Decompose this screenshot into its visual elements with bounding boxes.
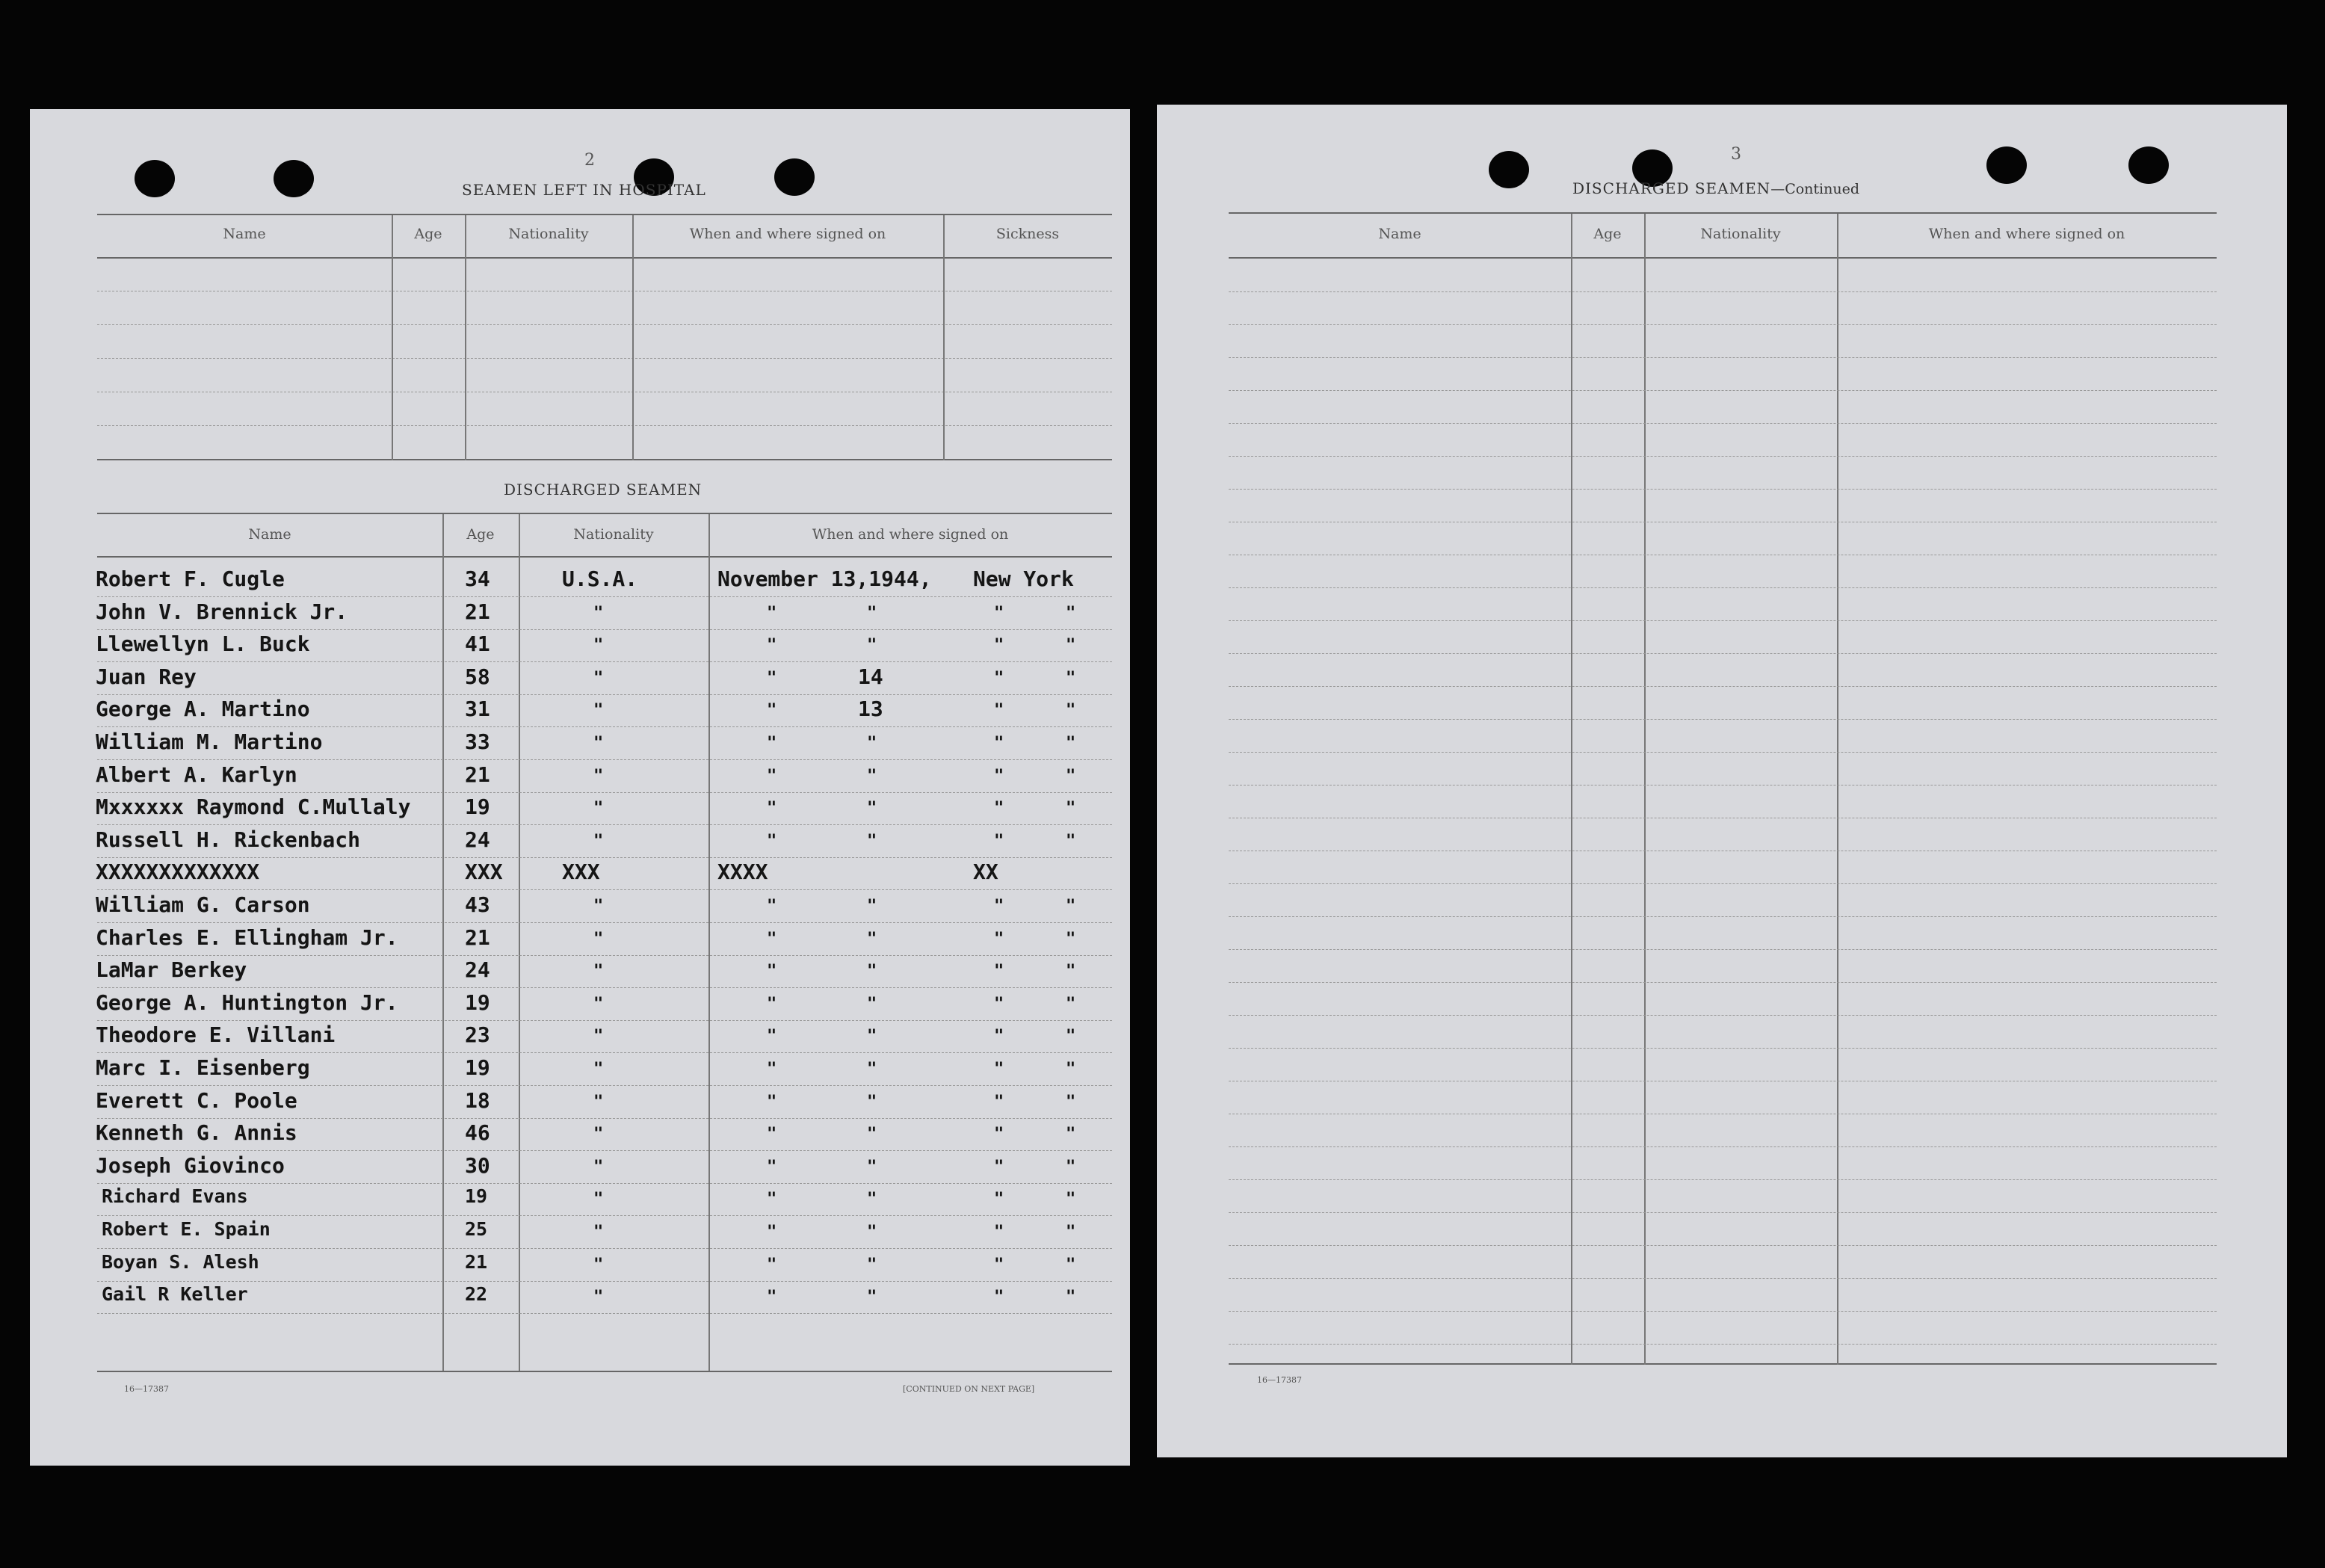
ditto-mark: "	[994, 1125, 1004, 1143]
punch-hole	[2128, 146, 2169, 184]
ditto-mark: "	[593, 734, 604, 753]
seaman-name: Albert A. Karlyn	[96, 762, 297, 787]
row-rule	[1229, 357, 2217, 358]
punch-hole	[774, 158, 815, 196]
ditto-mark: "	[593, 799, 604, 818]
row-rule	[97, 987, 1112, 988]
ditto-mark: "	[867, 1288, 877, 1306]
page-number: 2	[584, 151, 595, 170]
seaman-name: Boyan S. Alesh	[102, 1251, 259, 1273]
row-rule	[97, 1118, 1112, 1119]
ditto-mark: "	[1066, 1190, 1076, 1209]
column-header-sickness: Sickness	[995, 226, 1060, 242]
row-rule	[97, 1313, 1112, 1314]
seaman-age: 33	[465, 729, 490, 754]
ditto-mark: "	[994, 767, 1004, 785]
signed-on-date: November 13,1944,	[717, 567, 932, 591]
row-rule	[97, 694, 1112, 695]
ditto-mark: "	[593, 701, 604, 720]
table-rule	[97, 214, 1112, 215]
seaman-name: Everett C. Poole	[96, 1088, 297, 1113]
seaman-age: 21	[465, 599, 490, 624]
ditto-mark: "	[593, 962, 604, 981]
row-rule	[97, 629, 1112, 630]
row-rule	[1229, 916, 2217, 917]
seaman-name: Robert F. Cugle	[96, 567, 285, 591]
ditto-mark: "	[994, 995, 1004, 1013]
seaman-name: William M. Martino	[96, 729, 323, 754]
column-header-signed-on: When and where signed on	[1928, 226, 2125, 242]
ditto-mark: "	[994, 1288, 1004, 1306]
left-page	[30, 109, 1130, 1466]
table-rule	[97, 1371, 1112, 1372]
row-rule	[97, 759, 1112, 760]
ditto-mark: "	[994, 1223, 1004, 1241]
ditto-mark: "	[1066, 832, 1076, 851]
column-divider	[442, 514, 444, 1371]
ditto-mark: "	[994, 669, 1004, 688]
ditto-mark: "	[994, 734, 1004, 753]
seaman-name: LaMar Berkey	[96, 957, 247, 982]
form-number: 16—17387	[1257, 1375, 1302, 1385]
row-rule	[1229, 1278, 2217, 1279]
ditto-mark: "	[867, 832, 877, 851]
seaman-age: 21	[465, 925, 490, 950]
column-divider	[519, 514, 520, 1371]
row-rule	[1229, 620, 2217, 621]
ditto-mark: "	[867, 995, 877, 1013]
ditto-mark: "	[1066, 636, 1076, 655]
seaman-age: 19	[465, 1185, 488, 1207]
column-header-nationality: Nationality	[508, 226, 589, 242]
ditto-mark: "	[1066, 1125, 1076, 1143]
seaman-name: Charles E. Ellingham Jr.	[96, 925, 398, 950]
ditto-mark: "	[867, 1158, 877, 1176]
ditto-mark: "	[593, 832, 604, 851]
seaman-name: Theodore E. Villani	[96, 1022, 336, 1047]
ditto-mark: "	[593, 930, 604, 948]
ditto-mark: "	[867, 1093, 877, 1111]
ditto-mark: "	[767, 897, 777, 916]
title-suffix: —Continued	[1770, 181, 1859, 197]
row-rule	[97, 661, 1112, 662]
ditto-mark: "	[593, 1223, 604, 1241]
ditto-mark: "	[767, 799, 777, 818]
ditto-mark: "	[593, 1027, 604, 1046]
row-rule	[1229, 982, 2217, 983]
hospital-section-title: SEAMEN LEFT IN HOSPITAL	[462, 181, 706, 199]
seaman-age: 24	[465, 957, 490, 982]
ditto-mark: "	[767, 1027, 777, 1046]
row-rule	[97, 889, 1112, 890]
row-rule	[97, 596, 1112, 597]
seaman-name: George A. Huntington Jr.	[96, 990, 398, 1015]
column-divider	[465, 215, 466, 460]
ditto-mark: "	[767, 1060, 777, 1078]
punch-hole	[274, 160, 314, 197]
seaman-age: 41	[465, 632, 490, 656]
row-rule	[97, 1150, 1112, 1151]
ditto-mark: "	[1066, 767, 1076, 785]
column-divider	[632, 215, 634, 460]
ditto-mark: "	[593, 995, 604, 1013]
ditto-mark: "	[994, 832, 1004, 851]
table-rule	[1229, 257, 2217, 259]
ditto-mark: "	[767, 832, 777, 851]
discharged-section-title: DISCHARGED SEAMEN	[504, 481, 703, 499]
seaman-name: Joseph Giovinco	[96, 1153, 285, 1178]
seaman-age: 58	[465, 664, 490, 689]
ditto-mark: "	[767, 1093, 777, 1111]
ditto-mark: "	[593, 1060, 604, 1078]
table-rule	[97, 513, 1112, 514]
seaman-age: XXX	[465, 859, 503, 884]
ditto-mark: "	[1066, 897, 1076, 916]
ditto-mark: "	[1066, 734, 1076, 753]
ditto-mark: "	[867, 1125, 877, 1143]
ditto-mark: "	[767, 636, 777, 655]
column-divider	[1571, 214, 1572, 1365]
ditto-mark: "	[1066, 1256, 1076, 1274]
row-rule	[1229, 1311, 2217, 1312]
ditto-mark: "	[994, 636, 1004, 655]
column-divider	[943, 215, 945, 460]
seaman-name: Kenneth G. Annis	[96, 1120, 297, 1145]
table-rule	[97, 425, 1112, 426]
ditto-mark: "	[994, 1027, 1004, 1046]
ditto-mark: "	[767, 930, 777, 948]
row-rule	[1229, 489, 2217, 490]
ditto-mark: "	[1066, 1027, 1076, 1046]
row-rule	[1229, 752, 2217, 753]
ditto-mark: "	[867, 767, 877, 785]
ditto-mark: "	[767, 701, 777, 720]
seaman-name: Juan Rey	[96, 664, 197, 689]
ditto-mark: "	[867, 1060, 877, 1078]
signed-on-day: 14	[858, 664, 883, 689]
seaman-name: XXXXXXXXXXXXX	[96, 859, 260, 884]
ditto-mark: "	[593, 636, 604, 655]
ditto-mark: "	[1066, 995, 1076, 1013]
ditto-mark: "	[593, 767, 604, 785]
row-rule	[1229, 1344, 2217, 1345]
row-rule	[97, 1052, 1112, 1053]
ditto-mark: "	[767, 1190, 777, 1209]
ditto-mark: "	[1066, 1060, 1076, 1078]
row-rule	[1229, 1048, 2217, 1049]
ditto-mark: "	[867, 962, 877, 981]
row-rule	[97, 1281, 1112, 1282]
ditto-mark: "	[593, 897, 604, 916]
ditto-mark: "	[767, 1288, 777, 1306]
row-rule	[1229, 1245, 2217, 1246]
row-rule	[1229, 1179, 2217, 1180]
signed-on-place: New York	[973, 567, 1074, 591]
seaman-nationality: U.S.A.	[562, 567, 638, 591]
ditto-mark: "	[867, 636, 877, 655]
row-rule	[97, 857, 1112, 858]
ditto-mark: "	[767, 604, 777, 623]
seaman-name: Mxxxxxx Raymond C.Mullaly	[96, 794, 411, 819]
seaman-age: 21	[465, 1251, 488, 1273]
discharged-continued-title	[1572, 179, 1859, 197]
ditto-mark: "	[767, 734, 777, 753]
ditto-mark: "	[767, 995, 777, 1013]
seaman-name: Llewellyn L. Buck	[96, 632, 310, 656]
ditto-mark: "	[867, 1256, 877, 1274]
seaman-age: 22	[465, 1283, 488, 1305]
seaman-age: 43	[465, 892, 490, 917]
ditto-mark: "	[1066, 930, 1076, 948]
ditto-mark: "	[593, 1256, 604, 1274]
ditto-mark: "	[593, 1190, 604, 1209]
column-header-name: Name	[223, 226, 266, 242]
column-header-age: Age	[414, 226, 442, 242]
row-rule	[97, 1248, 1112, 1249]
column-divider	[708, 514, 710, 1371]
seaman-name: Robert E. Spain	[102, 1218, 271, 1240]
ditto-mark: "	[1066, 1223, 1076, 1241]
ditto-mark: "	[994, 1093, 1004, 1111]
ditto-mark: "	[867, 734, 877, 753]
table-rule	[1229, 1363, 2217, 1365]
seaman-age: 30	[465, 1153, 490, 1178]
ditto-mark: "	[994, 1060, 1004, 1078]
ditto-mark: "	[867, 799, 877, 818]
row-rule	[1229, 653, 2217, 654]
row-rule	[97, 1215, 1112, 1216]
punch-hole	[1986, 146, 2027, 184]
row-rule	[1229, 587, 2217, 588]
table-rule	[97, 358, 1112, 359]
table-rule	[1229, 212, 2217, 214]
table-rule	[97, 257, 1112, 259]
seaman-age: 18	[465, 1088, 490, 1113]
title-text: DISCHARGED SEAMEN	[1572, 179, 1771, 197]
seaman-name: John V. Brennick Jr.	[96, 599, 348, 624]
row-rule	[97, 955, 1112, 956]
seaman-age: 23	[465, 1022, 490, 1047]
ditto-mark: "	[767, 1223, 777, 1241]
seaman-name: Russell H. Rickenbach	[96, 827, 361, 852]
ditto-mark: "	[1066, 1158, 1076, 1176]
column-divider	[392, 215, 393, 460]
row-rule	[97, 824, 1112, 825]
column-divider	[1644, 214, 1646, 1365]
form-number: 16—17387	[124, 1384, 169, 1394]
ditto-mark: "	[994, 897, 1004, 916]
column-header-age: Age	[1593, 226, 1622, 242]
ditto-mark: "	[867, 1223, 877, 1241]
ditto-mark: "	[867, 930, 877, 948]
row-rule	[1229, 719, 2217, 720]
signed-on-date: XXXX	[717, 859, 768, 884]
ditto-mark: "	[593, 1158, 604, 1176]
ditto-mark: "	[1066, 669, 1076, 688]
ditto-mark: "	[767, 1158, 777, 1176]
column-header-name: Name	[248, 526, 291, 543]
signed-on-day: 13	[858, 697, 883, 721]
ditto-mark: "	[593, 604, 604, 623]
row-rule	[97, 1183, 1112, 1184]
ditto-mark: "	[1066, 1093, 1076, 1111]
row-rule	[1229, 1015, 2217, 1016]
ditto-mark: "	[767, 669, 777, 688]
seaman-age: 34	[465, 567, 490, 591]
ditto-mark: "	[994, 1190, 1004, 1209]
seaman-age: 24	[465, 827, 490, 852]
table-rule	[97, 324, 1112, 325]
seaman-nationality: XXX	[562, 859, 600, 884]
seaman-age: 19	[465, 990, 490, 1015]
ditto-mark: "	[994, 1158, 1004, 1176]
column-header-signed-on: When and where signed on	[689, 226, 886, 242]
ditto-mark: "	[1066, 799, 1076, 818]
ditto-mark: "	[994, 930, 1004, 948]
column-header-nationality: Nationality	[573, 526, 654, 543]
continued-note: [CONTINUED ON NEXT PAGE]	[903, 1384, 1035, 1394]
ditto-mark: "	[593, 669, 604, 688]
seaman-name: Marc I. Eisenberg	[96, 1055, 310, 1080]
ditto-mark: "	[593, 1288, 604, 1306]
ditto-mark: "	[767, 1256, 777, 1274]
row-rule	[1229, 949, 2217, 950]
ditto-mark: "	[994, 799, 1004, 818]
ditto-mark: "	[867, 1027, 877, 1046]
ditto-mark: "	[994, 701, 1004, 720]
ditto-mark: "	[1066, 701, 1076, 720]
ditto-mark: "	[867, 897, 877, 916]
row-rule	[1229, 1146, 2217, 1147]
table-rule	[97, 459, 1112, 460]
column-header-signed-on: When and where signed on	[812, 526, 1009, 543]
row-rule	[1229, 291, 2217, 292]
ditto-mark: "	[767, 1125, 777, 1143]
ditto-mark: "	[767, 962, 777, 981]
ditto-mark: "	[994, 1256, 1004, 1274]
signed-on-place: XX	[973, 859, 998, 884]
ditto-mark: "	[1066, 1288, 1076, 1306]
punch-hole	[1489, 151, 1529, 188]
ditto-mark: "	[1066, 962, 1076, 981]
seaman-age: 19	[465, 1055, 490, 1080]
seaman-age: 21	[465, 762, 490, 787]
row-rule	[97, 922, 1112, 923]
ditto-mark: "	[994, 962, 1004, 981]
ditto-mark: "	[867, 604, 877, 623]
column-divider	[1837, 214, 1838, 1365]
ditto-mark: "	[1066, 604, 1076, 623]
row-rule	[97, 1020, 1112, 1021]
ditto-mark: "	[593, 1125, 604, 1143]
seaman-age: 31	[465, 697, 490, 721]
row-rule	[1229, 390, 2217, 391]
row-rule	[97, 792, 1112, 793]
right-page	[1157, 105, 2287, 1457]
punch-hole	[135, 160, 175, 197]
seaman-age: 19	[465, 794, 490, 819]
ditto-mark: "	[767, 767, 777, 785]
row-rule	[1229, 686, 2217, 687]
row-rule	[97, 726, 1112, 727]
seaman-name: William G. Carson	[96, 892, 310, 917]
row-rule	[97, 1085, 1112, 1086]
row-rule	[1229, 324, 2217, 325]
ditto-mark: "	[994, 604, 1004, 623]
page-number: 3	[1731, 145, 1741, 164]
row-rule	[1229, 423, 2217, 424]
column-header-age: Age	[466, 526, 495, 543]
row-rule	[1229, 1212, 2217, 1213]
ditto-mark: "	[593, 1093, 604, 1111]
seaman-name: Richard Evans	[102, 1185, 248, 1207]
table-rule	[97, 556, 1112, 558]
column-header-nationality: Nationality	[1700, 226, 1781, 242]
row-rule	[1229, 456, 2217, 457]
seaman-name: Gail R Keller	[102, 1283, 248, 1305]
seaman-age: 46	[465, 1120, 490, 1145]
column-header-name: Name	[1378, 226, 1421, 242]
seaman-age: 25	[465, 1218, 488, 1240]
seaman-name: George A. Martino	[96, 697, 310, 721]
ditto-mark: "	[867, 1190, 877, 1209]
row-rule	[1229, 883, 2217, 884]
